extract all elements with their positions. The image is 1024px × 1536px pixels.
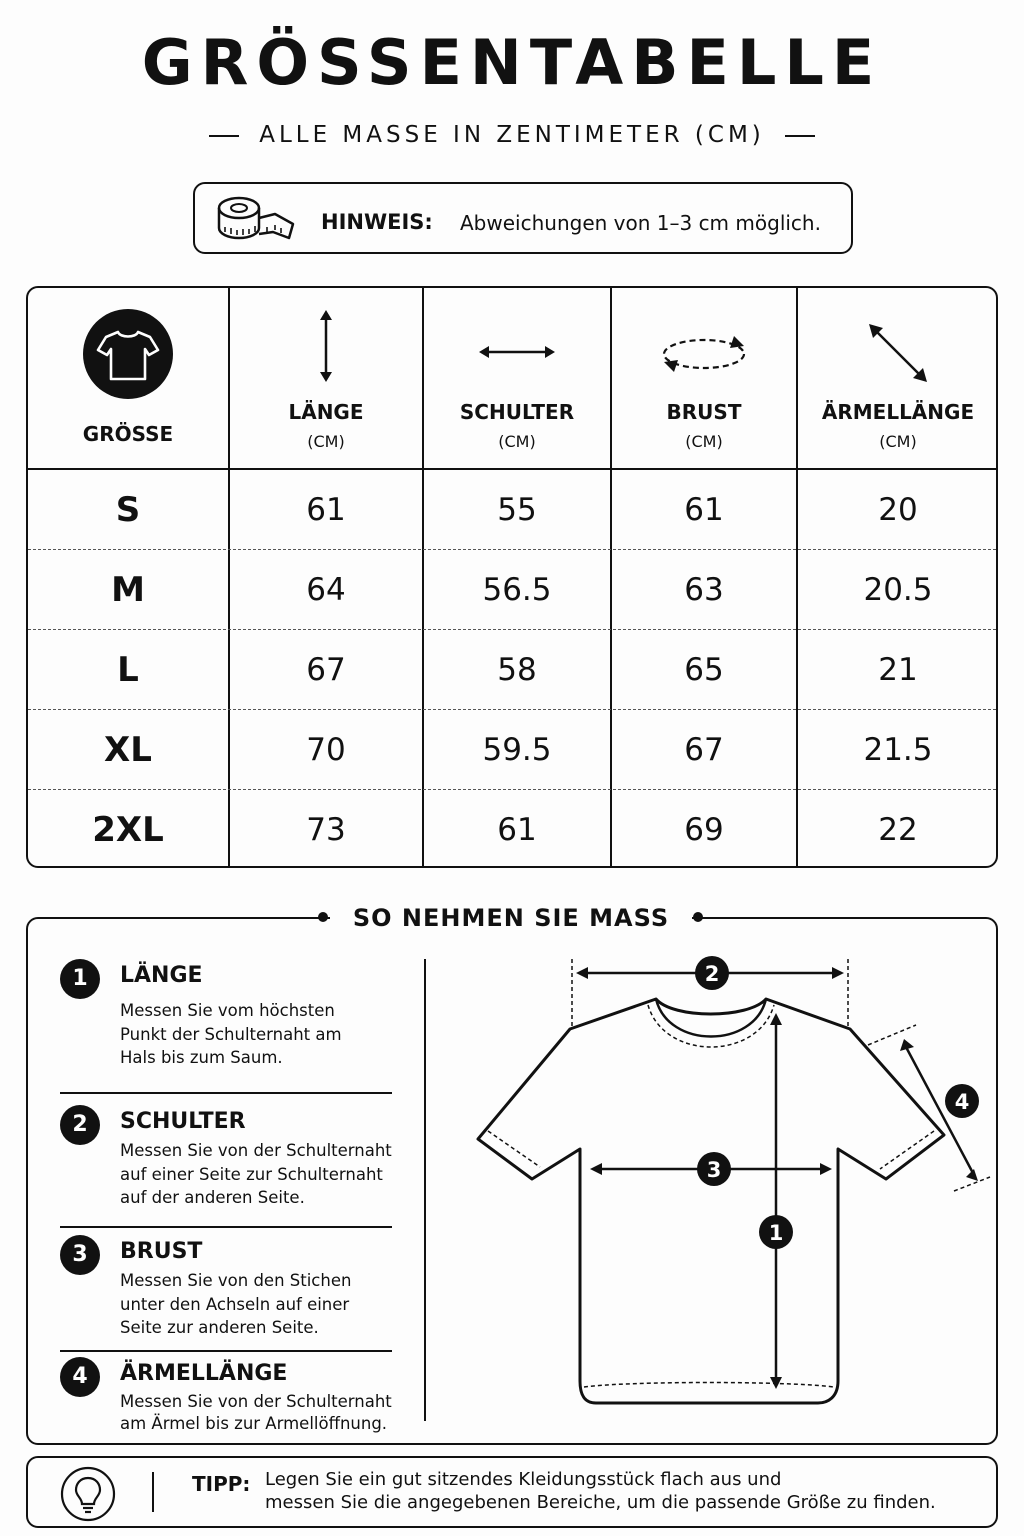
header-sleeve-unit: (CM) bbox=[879, 432, 917, 451]
tip-box bbox=[26, 1456, 998, 1528]
length-cell: 73 bbox=[306, 812, 346, 848]
page-subtitle bbox=[0, 122, 1024, 148]
header-length bbox=[230, 288, 422, 468]
sleeve-cell: 21.5 bbox=[863, 732, 933, 768]
lightbulb-icon bbox=[60, 1466, 116, 1522]
length-cell: 70 bbox=[306, 732, 346, 768]
diagram-marker-label: 1 bbox=[768, 1221, 784, 1245]
shoulder-cell: 56.5 bbox=[482, 572, 552, 608]
diagram-marker-label: 4 bbox=[954, 1090, 970, 1114]
table-row bbox=[28, 790, 996, 868]
header-chest bbox=[612, 288, 796, 468]
step-line: Seite zur anderen Seite. bbox=[120, 1318, 319, 1337]
header-shoulder bbox=[424, 288, 610, 468]
table-row bbox=[28, 630, 996, 710]
sleeve-cell: 20.5 bbox=[863, 572, 933, 608]
step-number: 4 bbox=[60, 1357, 100, 1397]
tip-text bbox=[265, 1468, 936, 1514]
step-line: Messen Sie von der Schulternaht bbox=[120, 1392, 392, 1411]
sleeve-cell: 20 bbox=[878, 492, 918, 528]
measure-guide-title: SO NEHMEN SIE MASS bbox=[330, 901, 692, 935]
step-line: Messen Sie von den Stichen bbox=[120, 1271, 352, 1290]
step-number: 3 bbox=[60, 1235, 100, 1275]
notice-box bbox=[193, 182, 853, 254]
subtitle-text: ALLE MASSE IN ZENTIMETER (CM) bbox=[259, 122, 765, 148]
tshirt-outline bbox=[478, 999, 944, 1403]
shoulder-cell: 55 bbox=[497, 492, 537, 528]
chest-cell: 67 bbox=[684, 732, 724, 768]
shoulder-cell: 58 bbox=[497, 652, 537, 688]
page-title: GRÖSSENTABELLE bbox=[141, 26, 883, 99]
step-line: auf einer Seite zur Schulternaht bbox=[120, 1164, 383, 1184]
tape-measure-icon bbox=[217, 194, 297, 246]
header-size bbox=[28, 288, 228, 468]
size-cell: 2XL bbox=[92, 810, 164, 850]
tshirt-diagram bbox=[28, 919, 996, 1443]
header-sleeve-name: ÄRMELLÄNGE bbox=[821, 400, 975, 424]
notice-text: Abweichungen von 1–3 cm möglich. bbox=[460, 211, 821, 235]
step-line: unter den Achseln auf einer bbox=[120, 1294, 350, 1314]
table-row bbox=[28, 710, 996, 790]
tip-divider bbox=[152, 1472, 154, 1512]
divider bbox=[209, 135, 239, 137]
tshirt-icon bbox=[82, 308, 174, 400]
size-cell: M bbox=[111, 570, 145, 610]
header-shoulder-name: SCHULTER bbox=[459, 400, 575, 424]
chest-cell: 61 bbox=[684, 492, 724, 528]
step-line: auf der anderen Seite. bbox=[120, 1188, 305, 1207]
chest-cell: 69 bbox=[684, 812, 724, 848]
step-line: Messen Sie vom höchsten bbox=[120, 1001, 335, 1020]
step-number: 1 bbox=[60, 959, 100, 999]
shoulder-cell: 61 bbox=[497, 812, 537, 848]
circular-arrow-icon bbox=[658, 332, 750, 376]
step-line: Punkt der Schulternaht am bbox=[120, 1024, 342, 1044]
step-title: LÄNGE bbox=[120, 963, 203, 988]
step-number: 2 bbox=[60, 1105, 100, 1145]
title-dot bbox=[318, 912, 328, 922]
sleeve-cell: 22 bbox=[878, 812, 918, 848]
length-cell: 67 bbox=[306, 652, 346, 688]
chest-cell: 63 bbox=[684, 572, 724, 608]
diagram-marker-label: 3 bbox=[706, 1158, 722, 1182]
table-row bbox=[28, 550, 996, 630]
notice-label: HINWEIS: bbox=[321, 210, 433, 234]
title-dot bbox=[693, 912, 703, 922]
diagram-marker-label: 2 bbox=[704, 962, 720, 986]
header-chest-name: BRUST bbox=[666, 400, 742, 424]
header-size-label: GRÖSSE bbox=[82, 422, 174, 446]
header-chest-unit: (CM) bbox=[685, 432, 723, 451]
step-line: am Ärmel bis zur Armellöffnung. bbox=[120, 1414, 388, 1433]
size-cell: L bbox=[117, 650, 139, 690]
header-sleeve bbox=[798, 288, 998, 468]
diagonal-arrow-icon bbox=[867, 322, 929, 384]
vertical-arrow-icon bbox=[316, 308, 336, 384]
shoulder-cell: 59.5 bbox=[482, 732, 552, 768]
length-cell: 64 bbox=[306, 572, 346, 608]
size-cell: S bbox=[115, 490, 141, 530]
header-length-unit: (CM) bbox=[307, 432, 345, 451]
step-line: Messen Sie von der Schulternaht bbox=[120, 1141, 392, 1160]
table-row bbox=[28, 470, 996, 550]
step-title: BRUST bbox=[120, 1239, 203, 1264]
step-line: Hals bis zum Saum. bbox=[120, 1048, 283, 1067]
step-title: ÄRMELLÄNGE bbox=[120, 1361, 288, 1386]
sleeve-cell: 21 bbox=[878, 652, 918, 688]
header-length-name: LÄNGE bbox=[288, 400, 364, 424]
tip-label: TIPP: bbox=[192, 1472, 251, 1496]
measure-guide bbox=[26, 917, 998, 1445]
length-cell: 61 bbox=[306, 492, 346, 528]
horizontal-arrow-icon bbox=[477, 342, 557, 362]
chest-cell: 65 bbox=[684, 652, 724, 688]
size-cell: XL bbox=[104, 730, 152, 770]
tip-line: Legen Sie ein gut sitzendes Kleidungsstück flach aus und bbox=[265, 1469, 782, 1490]
divider bbox=[785, 135, 815, 137]
step-title: SCHULTER bbox=[120, 1109, 246, 1134]
tip-line: messen Sie die angegebenen Bereiche, um die passende Größe zu finden. bbox=[265, 1492, 936, 1513]
header-shoulder-unit: (CM) bbox=[498, 432, 536, 451]
size-table bbox=[26, 286, 998, 868]
